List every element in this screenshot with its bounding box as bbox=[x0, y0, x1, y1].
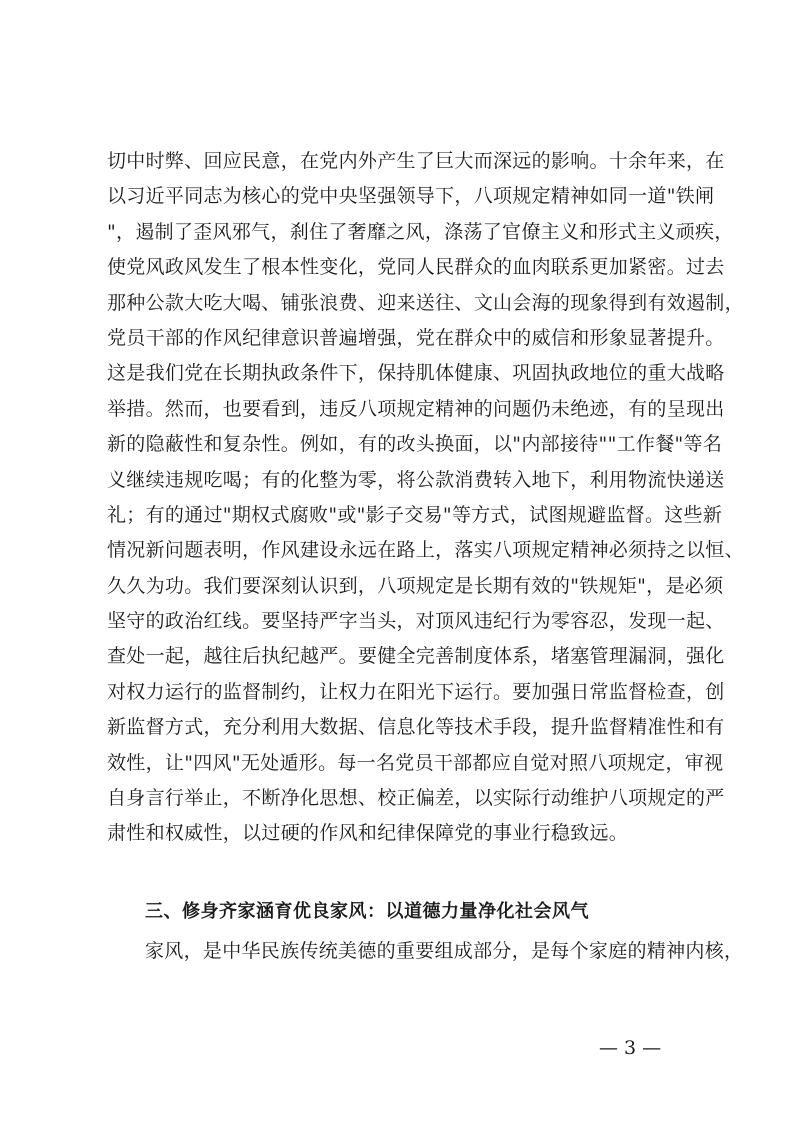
page-number: — 3 — bbox=[599, 1037, 662, 1059]
body-paragraph bbox=[107, 144, 744, 852]
text-line: 这是我们党在长期执政条件下，保持肌体健康、巩固执政地位的重大战略 bbox=[107, 362, 725, 385]
text-line: 对权力运行的监督制约，让权力在阳光下运行。要加强日常监督检查，创 bbox=[107, 680, 725, 703]
text-line: 久久为功。我们要深刻认识到，八项规定是长期有效的"铁规矩"，是必须 bbox=[107, 574, 724, 597]
next-paragraph bbox=[107, 934, 744, 969]
text-line: 家风，是中华民族传统美德的重要组成部分，是每个家庭的精神内核， bbox=[145, 940, 744, 962]
text-line: 义继续违规吃喝；有的化整为零，将公款消费转入地下，利用物流快递送 bbox=[107, 468, 725, 491]
text-line: 使党风政风发生了根本性变化，党同人民群众的血肉联系更加紧密。过去 bbox=[107, 256, 725, 279]
text-line: 效性，让"四风"无处遁形。每一名党员干部都应自觉对照八项规定，审视 bbox=[107, 751, 724, 774]
section-heading: 三、修身齐家涵育优良家风：以道德力量净化社会风气 bbox=[145, 901, 589, 922]
text-line: 举措。然而，也要看到，违反八项规定精神的问题仍未绝迹，有的呈现出 bbox=[107, 397, 725, 420]
text-line: 党员干部的作风纪律意识普遍增强，党在群众中的威信和形象显著提升。 bbox=[107, 326, 725, 349]
text-line: 那种公款大吃大喝、铺张浪费、迎来送往、文山会海的现象得到有效遏制， bbox=[107, 291, 744, 314]
text-line: 情况新问题表明，作风建设永远在路上，落实八项规定精神必须持之以恒、 bbox=[107, 539, 744, 562]
text-line: 礼；有的通过"期权式腐败"或"影子交易"等方式，试图规避监督。这些新 bbox=[107, 503, 723, 526]
text-line: "，遏制了歪风邪气，刹住了奢靡之风，涤荡了官僚主义和形式主义顽疾， bbox=[107, 220, 734, 243]
text-line: 肃性和权威性，以过硬的作风和纪律保障党的事业行稳致远。 bbox=[107, 822, 629, 845]
text-line: 新监督方式，充分利用大数据、信息化等技术手段，提升监督精准性和有 bbox=[107, 716, 725, 739]
text-line: 坚守的政治红线。要坚持严字当头，对顶风违纪行为零容忍，发现一起、 bbox=[107, 610, 725, 633]
text-line: 自身言行举止，不断净化思想、校正偏差，以实际行动维护八项规定的严 bbox=[107, 787, 725, 810]
text-line: 切中时弊、回应民意，在党内外产生了巨大而深远的影响。十余年来，在 bbox=[107, 150, 725, 172]
text-line: 查处一起，越往后执纪越严。要健全完善制度体系，堵塞管理漏洞，强化 bbox=[107, 645, 725, 668]
text-line: 新的隐蔽性和复杂性。例如，有的改头换面，以"内部接待""工作餐"等名 bbox=[107, 433, 723, 456]
text-line: 以习近平同志为核心的党中央坚强领导下，八项规定精神如同一道"铁闸 bbox=[107, 185, 715, 208]
